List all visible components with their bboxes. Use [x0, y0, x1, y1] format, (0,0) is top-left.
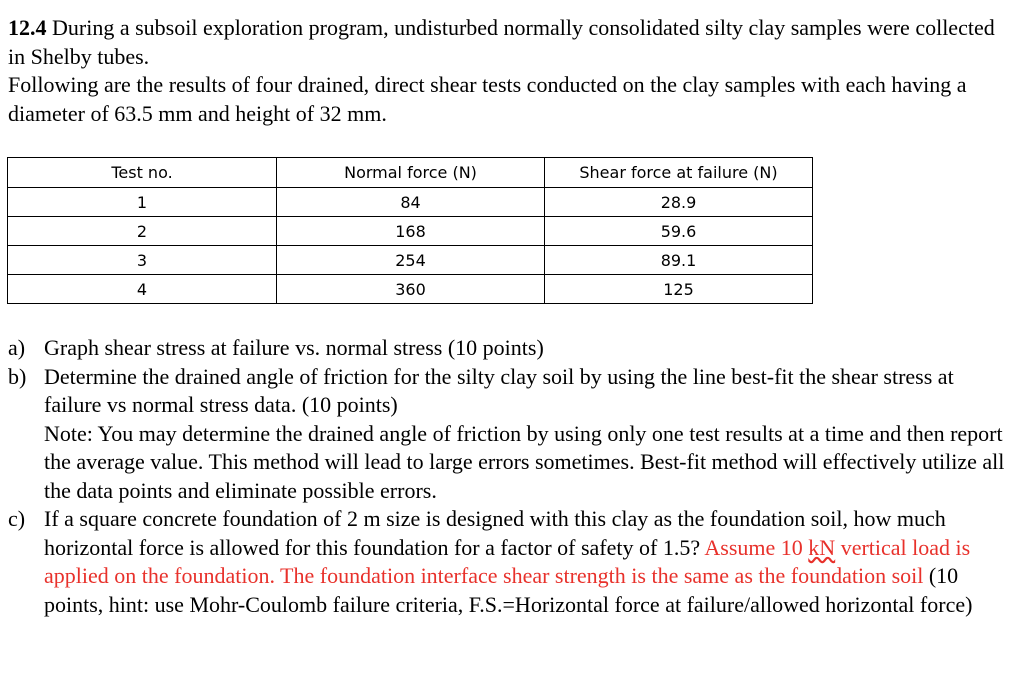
test-description: Following are the results of four drained, direct shear tests conducted on the clay samples with each having a diameter of 63.5 mm and height of 32 mm. — [8, 72, 967, 126]
header-shear-force: Shear force at failure (N) — [545, 158, 813, 188]
question-label: b) — [8, 363, 27, 389]
kn-unit: kN — [808, 534, 836, 560]
question-list — [8, 334, 1008, 619]
question-b-text: Determine the drained angle of friction for the silty clay soil by using the line best-fit the shear stress at failure vs normal stress data. (10 points) — [44, 363, 954, 417]
header-normal-force: Normal force (N) — [277, 158, 545, 188]
question-b-note: Note: You may determine the drained angle of friction by using only one test results at a time and then report the average value. This method will lead to large errors sometimes. Best-fit method will effectively utilize all the data points and eliminate possible errors. — [44, 420, 1005, 503]
question-b — [8, 363, 1008, 506]
cell-test-no: 1 — [8, 188, 277, 217]
question-a — [8, 334, 1008, 363]
question-c-hint: (10 points, hint: use Mohr-Coulomb failure criteria, F.S.=Horizontal force at failure/allowed horizontal force) — [44, 563, 973, 617]
cell-normal-force: 84 — [277, 188, 545, 217]
question-label: a) — [8, 335, 26, 360]
cell-normal-force: 360 — [277, 275, 545, 304]
table-row — [8, 246, 813, 275]
table-row — [8, 275, 813, 304]
table-header-row — [8, 158, 813, 188]
cell-shear-force: 28.9 — [545, 188, 813, 217]
shear-test-results-table — [7, 157, 813, 304]
cell-test-no: 3 — [8, 246, 277, 275]
cell-test-no: 2 — [8, 217, 277, 246]
cell-normal-force: 254 — [277, 246, 545, 275]
header-test-no: Test no. — [8, 158, 277, 188]
question-c-text: If a square concrete foundation of 2 m size is designed with this clay as the foundation soil, how much horizontal force is allowed for this foundation for a factor of safety of 1.5? — [44, 506, 946, 560]
question-label: c) — [8, 506, 26, 531]
problem-number: 12.4 — [8, 15, 47, 40]
cell-shear-force: 59.6 — [545, 217, 813, 246]
cell-shear-force: 125 — [545, 275, 813, 304]
cell-shear-force: 89.1 — [545, 246, 813, 275]
assumption-rest: vertical load is applied on the foundation. The foundation interface shear strength is the same as the foundation soil — [44, 534, 971, 588]
assumption-prefix: Assume 10 — [704, 534, 809, 560]
question-c — [8, 505, 1008, 619]
problem-intro — [8, 14, 1008, 71]
question-a-text: Graph shear stress at failure vs. normal stress (10 points) — [44, 335, 544, 360]
intro-text: During a subsoil exploration program, undisturbed normally consolidated silty clay samples were collected in Shelby tubes. — [8, 15, 995, 69]
cell-test-no: 4 — [8, 275, 277, 304]
table-row — [8, 217, 813, 246]
table-row — [8, 188, 813, 217]
cell-normal-force: 168 — [277, 217, 545, 246]
